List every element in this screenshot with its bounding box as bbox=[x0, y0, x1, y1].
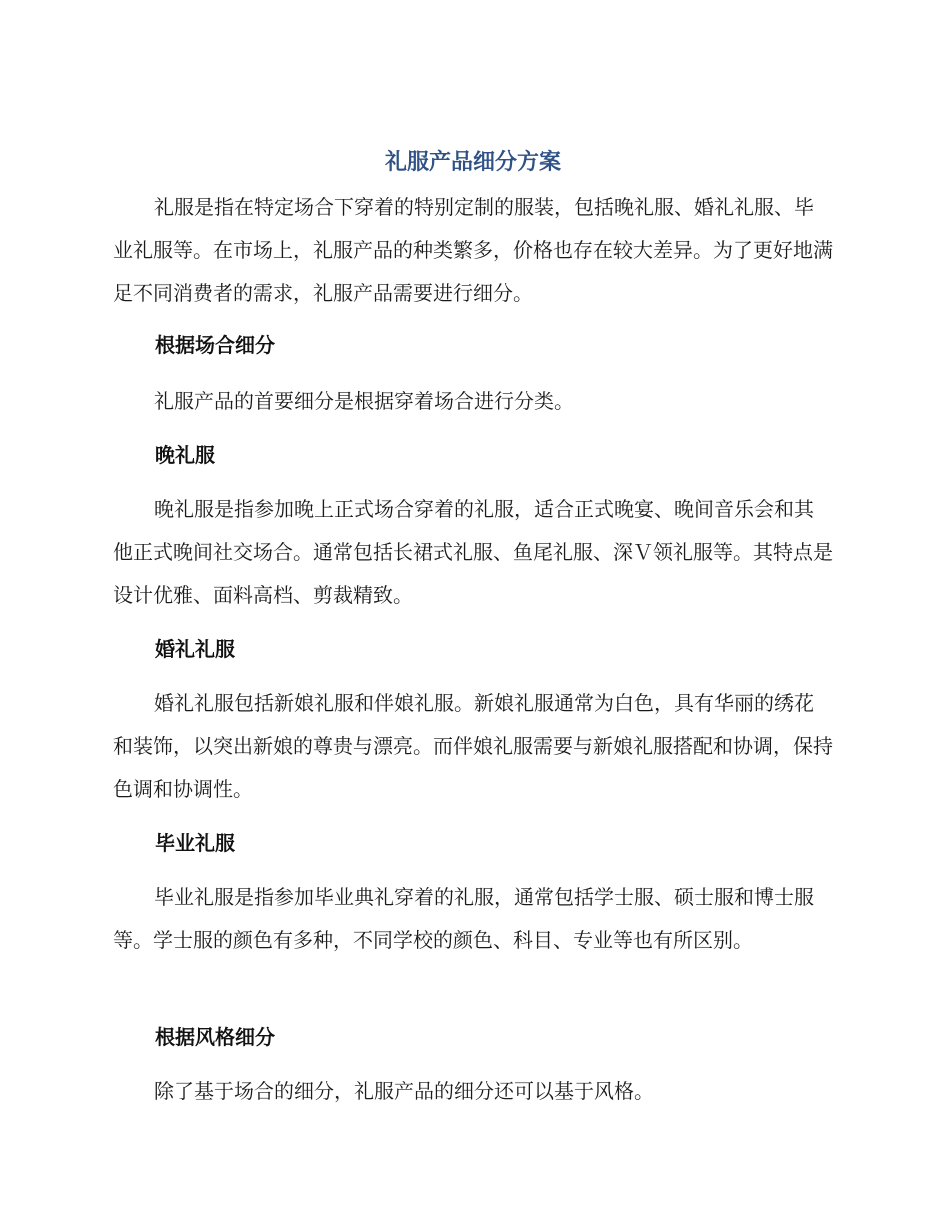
subheading-wedding: 婚礼礼服 bbox=[155, 637, 235, 661]
evening-paragraph: 晚礼服是指参加晚上正式场合穿着的礼服，适合正式晚宴、晚间音乐会和其他正式晚间社交场合。通常包括长裙式礼服、鱼尾礼服、深Ｖ领礼服等。其特点是设计优雅、面料高档、剪裁精致。 bbox=[113, 497, 833, 607]
occasion-paragraph: 礼服产品的首要细分是根据穿着场合进行分类。 bbox=[154, 389, 574, 413]
graduation-paragraph: 毕业礼服是指参加毕业典礼穿着的礼服，通常包括学士服、硕士服和博士服等。学士服的颜色有多种，不同学校的颜色、科目、专业等也有所区别。 bbox=[113, 885, 814, 952]
document-title: 礼服产品细分方案 bbox=[384, 150, 561, 175]
subheading-evening: 晚礼服 bbox=[155, 443, 215, 467]
section-heading-occasion: 根据场合细分 bbox=[155, 333, 275, 357]
subheading-graduation: 毕业礼服 bbox=[155, 831, 235, 855]
wedding-paragraph: 婚礼礼服包括新娘礼服和伴娘礼服。新娘礼服通常为白色，具有华丽的绣花和装饰，以突出新娘的尊贵与漂亮。而伴娘礼服需要与新娘礼服搭配和协调，保持色调和协调性。 bbox=[113, 691, 833, 801]
style-paragraph: 除了基于场合的细分，礼服产品的细分还可以基于风格。 bbox=[154, 1079, 654, 1103]
intro-paragraph: 礼服是指在特定场合下穿着的特别定制的服装，包括晚礼服、婚礼礼服、毕业礼服等。在市场上，礼服产品的种类繁多，价格也存在较大差异。为了更好地满足不同消费者的需求，礼服产品需要进行细分。 bbox=[113, 195, 833, 305]
section-heading-style: 根据风格细分 bbox=[155, 1025, 275, 1049]
